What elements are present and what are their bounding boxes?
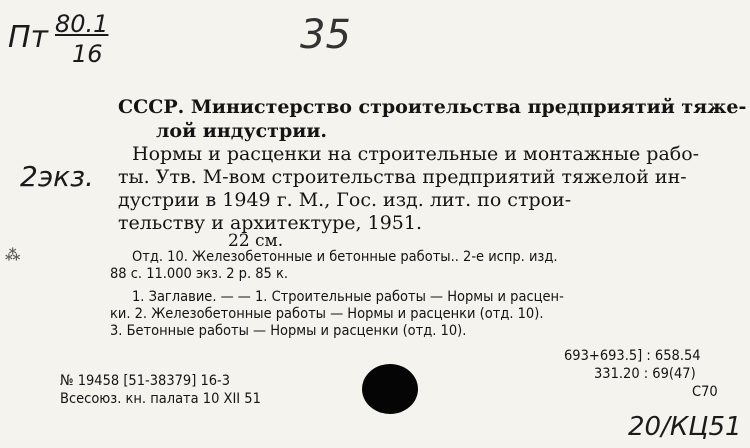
shelf-mark-numerator: 80.1 — [55, 10, 109, 38]
subject-line-2: ки. 2. Железобетонные работы — Нормы и расценки (отд. 10). — [110, 306, 544, 322]
ink-blot — [362, 364, 418, 414]
corner-mark: 20/КЦ51 — [628, 412, 742, 442]
title-line-1: Нормы и расценки на строительные и монтажные рабо- — [132, 143, 700, 165]
classification-line-3: С70 — [692, 384, 718, 400]
shelf-mark-denominator: 16 — [72, 40, 103, 68]
classification-line-1: 693+693.5] : 658.54 — [564, 348, 701, 364]
note-line-1: Отд. 10. Железобетонные и бетонные работы.. 2-е испр. изд. — [132, 249, 558, 265]
note-line-2: 88 с. 11.000 экз. 2 р. 85 к. — [110, 266, 288, 282]
shelf-mark-prefix: Пт — [8, 20, 49, 55]
subject-line-3: 3. Бетонные работы — Нормы и расценки (отд. 10). — [110, 323, 467, 339]
heading-line-1: СССР. Министерство строительства предприятий тяже- — [118, 96, 747, 118]
size-line: 22 см. — [228, 231, 284, 251]
heading-line-2: лой индустрии. — [156, 120, 328, 142]
pencil-number: 35 — [300, 12, 351, 58]
title-line-4: тельству и архитектуре, 1951. — [118, 212, 423, 234]
title-line-3: дустрии в 1949 г. М., Гос. изд. лит. по строи- — [118, 189, 572, 211]
classification-line-2: 331.20 : 69(47) — [594, 366, 696, 382]
registry-line-1: № 19458 [51-38379] 16-3 — [60, 373, 231, 389]
subject-line-1: 1. Заглавие. — — 1. Строительные работы — Нормы и расцен- — [132, 289, 564, 305]
title-line-2: ты. Утв. М-вом строительства предприятий тяжелой ин- — [118, 166, 687, 188]
registry-line-2: Всесоюз. кн. палата 10 XII 51 — [60, 391, 261, 407]
library-stamp: ⁂ — [5, 246, 21, 264]
copies-mark: 2экз. — [20, 160, 94, 193]
